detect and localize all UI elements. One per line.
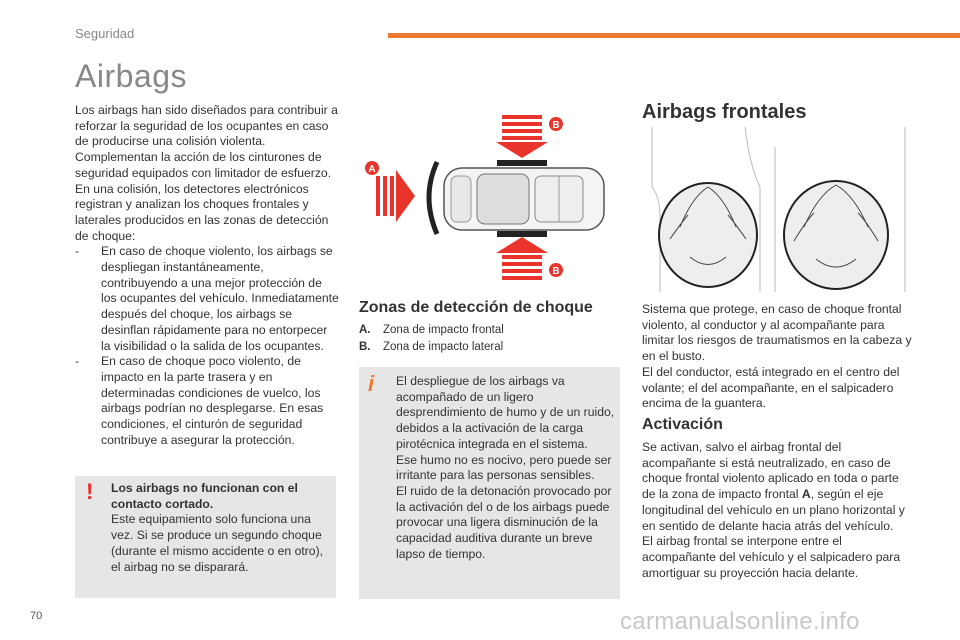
section-label: Seguridad: [75, 26, 135, 41]
info-text: [396, 374, 616, 562]
label-a: A: [368, 164, 376, 175]
side-impact-arrow-top: [496, 115, 548, 158]
page-title: Airbags: [75, 58, 187, 94]
zone-key: A.: [359, 324, 371, 336]
zones-title: Zonas de detección de choque: [359, 299, 593, 316]
warning-title: Los airbags no funcionan con el contacto cortado.: [111, 481, 298, 511]
side-zone-bar-top: [497, 160, 547, 166]
zone-text: Zona de impacto lateral: [383, 340, 504, 353]
activation-paragraph-2: El airbag frontal se interpone entre el acompañante del vehículo y el salpicadero para amortiguar su proyección hacia delante.: [642, 534, 901, 580]
intro-bullet: [75, 244, 340, 354]
header-accent-line: [388, 33, 960, 38]
frontal-airbags-title: Airbags frontales: [642, 101, 807, 123]
warning-text: [111, 481, 329, 575]
front-impact-arrow: [376, 170, 415, 222]
info-paragraph-2: Ese humo no es nocivo, pero puede ser irritante para las personas sensibles.: [396, 452, 612, 483]
info-paragraph-3: El ruido de la detonación provocado por la activación del o de los airbags puede provocar una ligera disminución de la capacidad auditiva durante un breve lapso de tiempo.: [396, 483, 612, 561]
frontal-airbags-illustration: [650, 127, 912, 292]
front-zone-arc: [429, 162, 437, 234]
frontal-paragraph-2: El del conductor, está integrado en el centro del volante; el del acompañante, en el salpicadero encima de la guantera.: [642, 364, 900, 411]
zone-item: [359, 322, 609, 339]
frontal-text: [642, 302, 912, 412]
intro-text: [75, 103, 340, 448]
intro-bullet: [75, 354, 340, 448]
bullet-dash: -: [75, 354, 80, 369]
label-b-top: B: [552, 120, 560, 131]
car-top-view-icon: [444, 168, 604, 230]
activation-zone-ref: A: [801, 487, 811, 502]
zone-key: B.: [359, 340, 371, 353]
intro-paragraph-1: Los airbags han sido diseñados para contribuir a reforzar la seguridad de los ocupantes en caso de producirse una colisión violenta. Complementan la acción de los cinturones de seguridad equipados con limitador de esfuerzo.: [75, 103, 338, 180]
info-paragraph-1: El despliegue de los airbags va acompañado de un ligero desprendimiento de humo y de un ruido, debidos a la activación de la carga pirotécnica integrada en el sistema.: [396, 374, 615, 451]
side-impact-arrow-bottom: [496, 237, 548, 280]
zone-text: Zona de impacto frontal: [383, 324, 504, 336]
activation-paragraph-1: [642, 440, 912, 534]
passenger-airbag-icon: [784, 181, 888, 289]
bullet-dash: -: [75, 244, 80, 259]
activation-text: [642, 440, 912, 581]
bullet-text: En caso de choque poco violento, de impacto en la parte trasera y en determinadas condiciones de vuelco, los airbags podrían no desplegarse. En esas condiciones, el cinturón de seguridad contribuye a asegurar la protección.: [101, 354, 324, 447]
impact-zones-diagram: [359, 110, 619, 290]
driver-airbag-icon: [659, 183, 757, 287]
info-icon: i: [368, 371, 375, 396]
zone-item: [359, 339, 609, 356]
label-b-bottom: B: [552, 266, 560, 277]
side-zone-bar-bottom: [497, 231, 547, 237]
activation-title: Activación: [642, 416, 723, 433]
activation-text-end: , según el eje longitudinal del vehículo en un plano horizontal y en sentido de delante hacia atrás del vehículo.: [642, 487, 905, 533]
bullet-text: En caso de choque violento, los airbags se despliegan instantáneamente, contribuyendo a una mejor protección de los ocupantes del vehículo. Inmediatamente después del choque, los airbags se desinflan rápidamente para no entorpecer la visibilidad o la salida de los ocupantes.: [101, 244, 339, 353]
page-number: 70: [30, 610, 43, 622]
warning-body: Este equipamiento solo funciona una vez. Si se produce un segundo choque (durante el mismo accidente o en otro), el airbag no se disparará.: [111, 512, 324, 574]
warning-icon: !: [86, 479, 94, 504]
intro-paragraph-2: En una colisión, los detectores electrónicos registran y analizan los choques frontales y laterales producidos en las zonas de detección de choque:: [75, 181, 329, 243]
watermark: carmanualsonline.info: [620, 608, 860, 635]
zones-list: [359, 322, 609, 355]
activation-text-start: Se activan, salvo el airbag frontal del acompañante si está neutralizado, en caso de choque frontal violento aplicado en toda o parte de la zona de impacto frontal: [642, 440, 899, 502]
frontal-paragraph-1: Sistema que protege, en caso de choque frontal violento, al conductor y al acompañante para limitar los riesgos de traumatismos en la cabeza y en el busto.: [642, 302, 912, 364]
